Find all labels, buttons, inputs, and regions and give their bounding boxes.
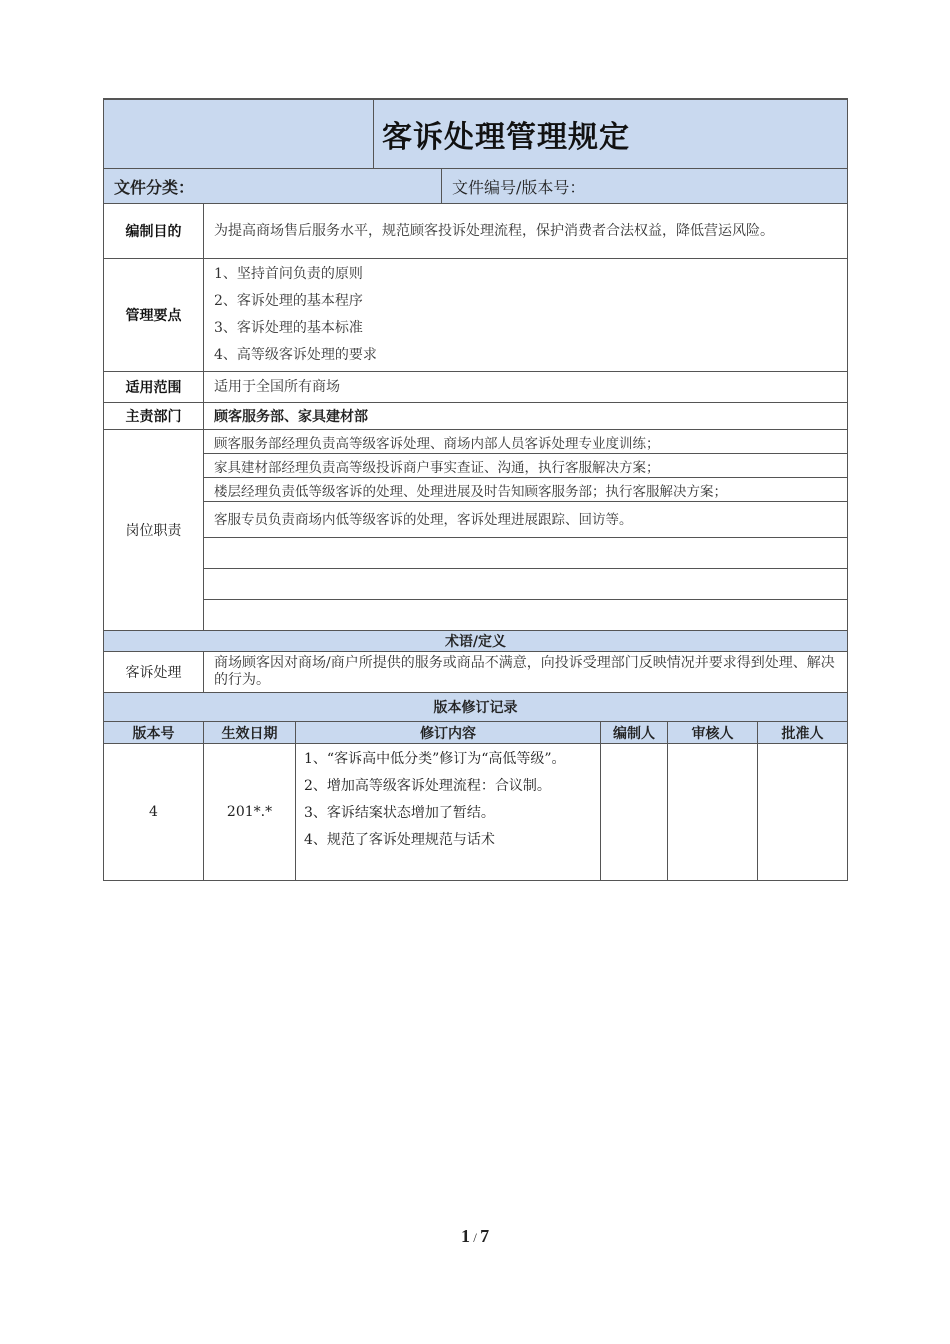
term-definition: 商场顾客因对商场/商户所提供的服务或商品不满意，向投诉受理部门反映情况并要求得到处理、解决的行为。	[204, 652, 848, 693]
col-changes: 修订内容	[296, 722, 601, 744]
col-effective-date: 生效日期	[204, 722, 296, 744]
page-number	[0, 1226, 950, 1247]
key-point-item: 3、客诉处理的基本标准	[214, 320, 363, 336]
duty-empty-row	[204, 569, 848, 600]
terms-heading: 术语/定义	[104, 631, 848, 652]
revision-version: 4	[104, 744, 204, 881]
key-point-item: 2、客诉处理的基本程序	[214, 293, 363, 309]
revision-change-item: 3、客诉结案状态增加了暂结。	[304, 805, 495, 821]
revision-change-item: 4、规范了客诉处理规范与话术	[304, 832, 495, 848]
page-separator: /	[469, 1230, 481, 1245]
terms-table	[103, 630, 848, 722]
key-points-label: 管理要点	[104, 259, 204, 372]
key-points-list	[204, 259, 848, 372]
duty-item: 顾客服务部经理负责高等级客诉处理、商场内部人员客诉处理专业度训练；	[204, 430, 848, 454]
col-approver: 批准人	[758, 722, 848, 744]
duties-table	[103, 429, 848, 631]
department-label: 主责部门	[104, 403, 204, 430]
revision-table	[103, 721, 848, 881]
duty-item: 楼层经理负责低等级客诉的处理、处理进展及时告知顾客服务部；执行客服解决方案；	[204, 478, 848, 502]
category-field: 文件分类：	[104, 169, 442, 204]
document-title: 客诉处理管理规定	[374, 99, 848, 169]
revision-heading: 版本修订记录	[104, 693, 848, 722]
revision-approver	[758, 744, 848, 881]
duty-empty-row	[204, 538, 848, 569]
total-pages: 7	[480, 1226, 490, 1246]
scope-text: 适用于全国所有商场	[204, 372, 848, 403]
col-reviewer: 审核人	[668, 722, 758, 744]
revision-date: 201*.*	[204, 744, 296, 881]
term-name: 客诉处理	[104, 652, 204, 693]
key-point-item: 1、坚持首问负责的原则	[214, 266, 363, 282]
duties-label: 岗位职责	[104, 430, 204, 631]
duty-item: 客服专员负责商场内低等级客诉的处理，客诉处理进展跟踪、回访等。	[204, 502, 848, 538]
col-author: 编制人	[601, 722, 668, 744]
title-blank-cell	[104, 99, 374, 169]
revision-changes	[296, 744, 601, 881]
revision-change-item: 2、增加高等级客诉处理流程：合议制。	[304, 778, 551, 794]
revision-change-item: 1、“客诉高中低分类”修订为“高低等级”。	[304, 751, 566, 767]
current-page: 1	[460, 1226, 470, 1246]
revision-author	[601, 744, 668, 881]
document-body	[103, 98, 847, 881]
content-table	[103, 203, 848, 430]
duty-empty-row	[204, 600, 848, 631]
scope-label: 适用范围	[104, 372, 204, 403]
duty-item: 家具建材部经理负责高等级投诉商户事实查证、沟通，执行客服解决方案；	[204, 454, 848, 478]
purpose-text: 为提高商场售后服务水平，规范顾客投诉处理流程，保护消费者合法权益，降低营运风险。	[204, 204, 848, 259]
department-text: 顾客服务部、家具建材部	[204, 403, 848, 430]
revision-reviewer	[668, 744, 758, 881]
header-table	[103, 98, 848, 204]
col-version: 版本号	[104, 722, 204, 744]
code-version-field: 文件编号/版本号：	[442, 169, 848, 204]
purpose-label: 编制目的	[104, 204, 204, 259]
key-point-item: 4、高等级客诉处理的要求	[214, 347, 377, 363]
